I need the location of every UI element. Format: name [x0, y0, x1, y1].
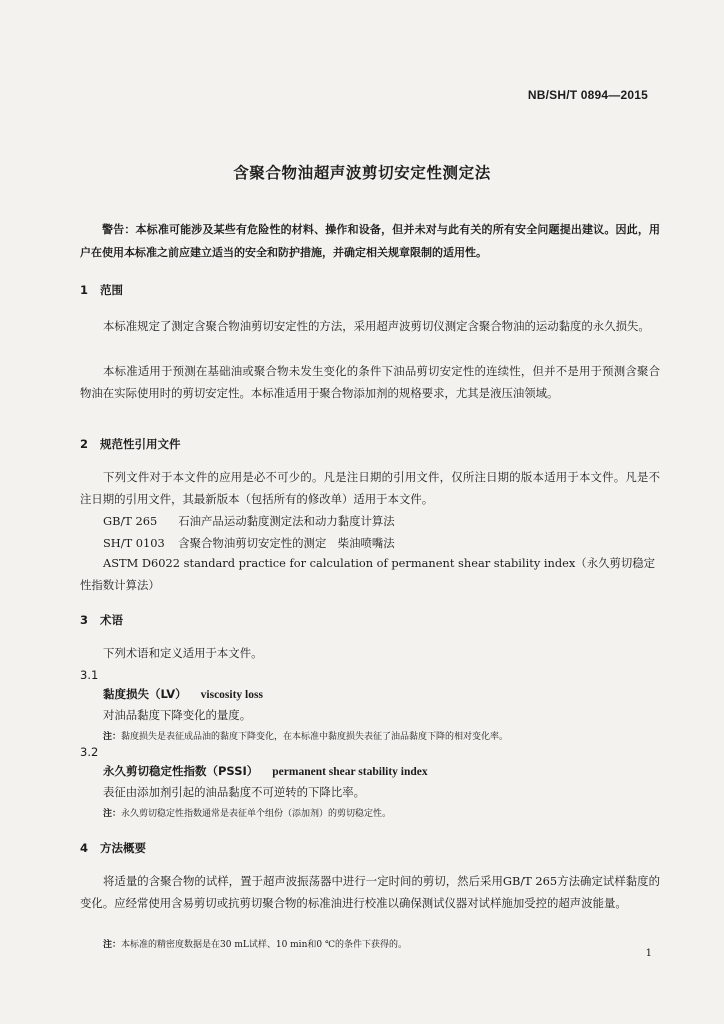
note-label: 注：: [103, 809, 122, 819]
standard-code: NB/SH/T 0894—2015: [527, 88, 648, 102]
term-definition: 表征由添加剂引起的油品黏度不可逆转的下降比率。: [103, 785, 365, 799]
reference-item: [103, 535, 395, 551]
term-number: 3.1: [80, 668, 99, 682]
term-english: permanent shear stability index: [272, 766, 428, 778]
term-note: [103, 729, 508, 742]
term-note: [103, 806, 391, 819]
note-text: 黏度损失是表征成品油的黏度下降变化，在本标准中黏度损失表征了油品黏度下降的相对变化率。: [121, 732, 509, 742]
section-1-heading: [80, 282, 123, 298]
term-definition: 对油品黏度下降变化的量度。: [103, 708, 252, 722]
term-chinese: 永久剪切稳定性指数（PSSI）: [103, 764, 259, 778]
warning-paragraph: 警告：本标准可能涉及某些有危险性的材料、操作和设备，但并未对与此有关的所有安全问题提出建议。因此，用户在使用本标准之前应建立适当的安全和防护措施，并确定相关规章限制的适用性。: [80, 223, 660, 259]
reference-code: GB/T 265: [103, 514, 158, 528]
page-number: 1: [645, 948, 652, 959]
section-3-heading: [80, 612, 123, 628]
section-title: 术语: [100, 613, 123, 627]
section-2-heading: [80, 436, 181, 452]
section-title: 规范性引用文件: [100, 437, 181, 451]
document-title: 含聚合物油超声波剪切安定性测定法: [233, 164, 491, 182]
reference-item-astm: ASTM D6022 standard practice for calculation of permanent shear stability index（永久剪切稳定性指数计算法）: [80, 556, 656, 592]
section-number: 1: [80, 283, 89, 297]
term-number: 3.2: [80, 745, 99, 759]
note-text: 本标准的精密度数据是在30 mL试样、10 min和0 ℃的条件下获得的。: [121, 940, 408, 950]
term-chinese: 黏度损失（LV）: [103, 687, 187, 701]
reference-item: [103, 513, 395, 529]
term-english: viscosity loss: [200, 689, 263, 701]
section-title: 方法概要: [100, 841, 146, 855]
scope-paragraph-2: 本标准适用于预测在基础油或聚合物未发生变化的条件下油品剪切安定性的连续性，但并不是用于预测含聚合物油在实际使用时的剪切安定性。本标准适用于聚合物添加剂的规格要求，尤其是液压油领域。: [80, 364, 660, 400]
note-label: 注：: [103, 732, 122, 742]
section-number: 2: [80, 437, 89, 451]
method-note: [103, 937, 407, 950]
references-intro: 下列文件对于本文件的应用是必不可少的。凡是注日期的引用文件，仅所注日期的版本适用于本文件。凡是不注日期的引用文件，其最新版本（包括所有的修改单）适用于本文件。: [80, 470, 660, 506]
note-text: 永久剪切稳定性指数通常是表征单个组份（添加剂）的剪切稳定性。: [121, 809, 392, 819]
reference-title: 含聚合物油剪切安定性的测定 柴油喷嘴法: [178, 536, 395, 550]
term-heading: [103, 686, 263, 702]
term-heading: [103, 763, 428, 779]
section-number: 4: [80, 841, 89, 855]
method-summary-paragraph: 将适量的含聚合物的试样，置于超声波振荡器中进行一定时间的剪切，然后采用GB/T 265方法确定试样黏度的变化。应经常使用含易剪切或抗剪切聚合物的标准油进行校准以确保测试仪器对试样施加受控的超声波能量。: [80, 874, 660, 910]
scope-paragraph-1: 本标准规定了测定含聚合物油剪切安定性的方法，采用超声波剪切仪测定含聚合物油的运动黏度的永久损失。: [103, 319, 650, 333]
terms-intro: 下列术语和定义适用于本文件。: [103, 646, 263, 660]
section-number: 3: [80, 613, 89, 627]
reference-code: SH/T 0103: [103, 536, 165, 550]
note-label: 注：: [103, 940, 122, 950]
reference-title: 石油产品运动黏度测定法和动力黏度计算法: [178, 514, 395, 528]
section-title: 范围: [100, 283, 123, 297]
section-4-heading: [80, 840, 146, 856]
